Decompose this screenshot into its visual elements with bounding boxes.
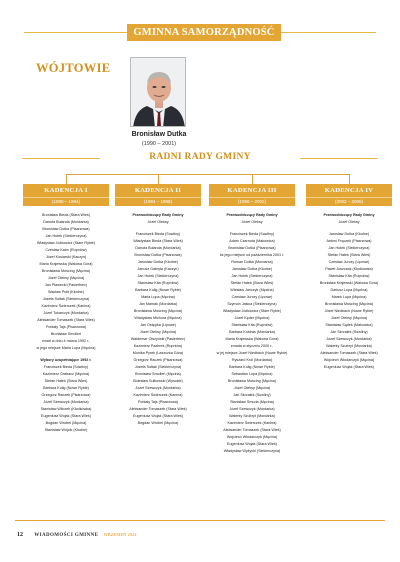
term-years: (2002 – 2006) (306, 197, 392, 206)
member-entry: w jego miejsce Maria Lupa (Męcina) (36, 346, 96, 350)
member-entry: Józef Kęder (Męcina) (234, 316, 270, 320)
member-entry: Walenty Szubryt (Mordarka) (229, 414, 275, 418)
member-entry: Jan Hutek (Siekierczyna) (328, 246, 370, 250)
member-entry: Eugeniusz Wojak (Stara Wieś) (324, 365, 374, 369)
member-entry: Szymon Jasica (Siekierczyna) (227, 302, 277, 306)
member-entry: Marek Lupa (Męcina) (331, 295, 367, 299)
member-entry: Bronisław Dutka (Pisarzowa) (42, 227, 90, 231)
member-entry: Pobiały Tajs (Pisarzowa) (137, 400, 179, 404)
member-entry: Władysław Michura (Męcina) (134, 316, 182, 320)
member-entry: Aleksander Tomaszek (Stara Wieś) (320, 351, 378, 355)
magazine-name: WIADOMOŚCI GMINNE (34, 533, 99, 538)
mayor-name: Bronisław Dutka (131, 131, 187, 138)
term-column-4 (306, 184, 392, 371)
member-entry: Stanisław Wilczek (Kłodkówka) (40, 407, 92, 411)
member-entry: w jej miejsce Józef Niedbach (Nowe Rybie) (216, 351, 288, 355)
member-entry: Jan Mamak (Mordarka) (138, 302, 178, 306)
member-entry: Bronisław Dutka (Pisarzowa) (134, 253, 182, 257)
member-entry: Aleksander Tomaszek (Stara Wieś) (129, 407, 187, 411)
term-title: KADENCJA III (209, 184, 295, 197)
member-entry: Sebastian Lupa (Męcina) (231, 372, 273, 376)
member-entry: Kazimierz Świerczek (Kanina) (133, 393, 183, 397)
member-entry: Władysław Wyżycki (Siekierczyna) (223, 449, 281, 453)
term-column-3 (209, 184, 295, 455)
member-entry: Walenty Szubryt (Mordarka) (326, 344, 372, 348)
member-entry: Maria Krajewska (Walowa Góra) (225, 337, 279, 341)
term-years: (1990 – 1994) (23, 197, 109, 206)
group-label: Przewodniczący Rady Gminy (323, 213, 375, 217)
term-column-2 (115, 184, 201, 427)
member-entry: Bolesław Sułkowski (Wysokie) (133, 379, 183, 383)
member-entry: zmarł w dniu 4 marca 1992 r., (41, 339, 91, 343)
member-entry: Józefa Sołtak (Siekierczyna) (134, 365, 182, 369)
issue-date: WRZESIEŃ 2022 (103, 532, 137, 537)
member-entry: Antoni Frączek (Pisarzowa) (326, 239, 372, 243)
member-list (23, 212, 109, 434)
member-entry: Barbara Kulig (Nowe Rybie) (43, 386, 89, 390)
member-entry: Kazimierz Świerczek (Kanina) (41, 304, 91, 308)
member-entry: Monika Pyrek (Laszczka Góra) (132, 351, 184, 355)
member-entry: Józef Szewczyk (Mordarka) (135, 386, 181, 390)
member-entry: Władysław Bieda (Stara Wieś) (133, 239, 183, 243)
member-entry: Stanisław Kita (Rupniów) (231, 323, 273, 327)
member-entry: Stanisław Smuda (Męcina) (230, 400, 274, 404)
member-entry: Barbara Kulig (Nowe Rybie) (229, 365, 275, 369)
member-entry: Dariusz Lupa (Męcina) (330, 288, 368, 292)
member-list (306, 212, 392, 371)
member-entry: Jan Hutek (Siekierczyna) (231, 274, 273, 278)
council-rule-left (22, 158, 100, 159)
member-entry: Aleksander Tomaszek (Stara Wieś) (37, 318, 95, 322)
tree-connector (66, 174, 350, 175)
member-entry: Kazimierz Grabacz (Męcina) (42, 372, 90, 376)
term-years: (1994 – 1998) (115, 197, 201, 206)
member-list (115, 212, 201, 427)
member-entry: Jarosław Dutka (Kłodne) (137, 260, 179, 264)
mayor-term-years: (1990 – 2001) (141, 141, 177, 147)
member-entry: Barbara Kulig (Nowe Rybie) (135, 288, 181, 292)
member-entry: Danuta Bułanda (Mordarka) (135, 246, 181, 250)
wojt-heading: WÓJTOWIE (36, 61, 111, 75)
member-entry: Jan Hutek (Siekierczyna) (137, 274, 179, 278)
member-entry: Bogdan Wróbel (Męcina) (45, 421, 87, 425)
member-entry: Eugeniusz Wojak (Stara Wieś) (227, 442, 277, 446)
member-entry: ks jego miejsce od października 2001 r. (219, 253, 285, 257)
member-entry: Aleksander Tomaszek (Stara Wieś) (223, 428, 281, 432)
member-entry: Maria Krajewska (Walowa Góra) (39, 262, 93, 266)
member-entry: Wacław Pulit (Kłodne) (48, 290, 84, 294)
member-entry: Wojciech Włodarczyk (Męcina) (226, 435, 278, 439)
member-entry: Bogdan Wróbel (Męcina) (137, 421, 179, 425)
member-entry: zmarła w styczniu 2000 r., (230, 344, 274, 348)
member-entry: Józef Szewczyk (Mordarka) (326, 337, 372, 341)
member-entry: Józef Oleksy (Męcina) (330, 316, 368, 320)
member-entry: Józef Oleksy (338, 220, 360, 224)
member-entry: Józefa Sołtak (Siekierczyna) (42, 297, 90, 301)
member-entry: Józef Szewczyk (Mordarka) (43, 400, 89, 404)
member-entry: Bronisław Dutka (Pisarzowa) (228, 246, 276, 250)
member-entry: Władysław Jóźkowicz (Stare Rybie) (222, 309, 282, 313)
term-title: KADENCJA II (115, 184, 201, 197)
member-entry: Kazimierz Świerczek (Kanina) (227, 421, 277, 425)
member-entry: Eugeniusz Wojak (Stara Wieś) (133, 414, 183, 418)
member-entry: Bronisław Krajewski (Walowa Góra) (319, 281, 379, 285)
member-entry: Jan Pławecki (Pasierbiec) (44, 283, 88, 287)
member-entry: Eugeniusz Wojak (Stara Wieś) (41, 414, 91, 418)
member-entry: Władysław Jóźkowicz (Stare Rybie) (36, 241, 96, 245)
page-number: 12 (17, 532, 23, 538)
member-entry: Stanisław Wójcik (Kłodne) (44, 428, 88, 432)
member-entry: Waldemar Olszyński (Pasierbiec) (130, 337, 186, 341)
member-entry: Józef Oleksy (Męcina) (139, 330, 177, 334)
header-rule-right (281, 32, 376, 33)
member-entry: Jan Hutek (Siekierczyna) (45, 234, 87, 238)
header-rule-left (24, 32, 127, 33)
group-label: Przewodniczący Rady Gminy (132, 213, 184, 217)
member-entry: Czesław Jurczy (Lipowe) (231, 295, 273, 299)
member-entry: Bronisława Mościng (Męcina) (41, 269, 91, 273)
member-entry: Jan Ostępka (Lipowe) (140, 323, 176, 327)
group-label: Wybory uzupełniające 1992 r. (40, 358, 92, 362)
member-entry: Józef Niedbach (Nowe Rybie) (324, 309, 374, 313)
member-entry: Franciszek Bieda (Sowliny) (43, 365, 89, 369)
member-entry: Grzegorz Raczek (Pisarzowa) (41, 393, 91, 397)
member-entry: Grzegorz Raczek (Pisarzowa) (133, 358, 183, 362)
member-entry: Józef Oleksy (Męcina) (47, 276, 85, 280)
member-entry: Danuta Bułanda (Mordarka) (43, 220, 89, 224)
member-entry: Paweł Juszczak (Kłodkówka) (325, 267, 373, 271)
group-label: Przewodniczący Rady Gminy (226, 213, 278, 217)
member-entry: Wiesław Janczyk (Męcina) (230, 288, 274, 292)
member-entry: Wojciech Włodarczyk (Męcina) (323, 358, 375, 362)
term-title: KADENCJA I (23, 184, 109, 197)
member-entry: Stefan Hałek (Stara Wieś) (44, 379, 88, 383)
member-entry: Stanisław Sądek (Makowica) (325, 323, 373, 327)
member-list (209, 212, 295, 455)
member-entry: Pobiały Tajs (Pisarzowa) (45, 325, 87, 329)
page-footer (17, 532, 137, 538)
member-entry: Bronisława Mościng (Męcina) (324, 302, 374, 306)
member-entry: Bronisława Mościng (Męcina) (133, 309, 183, 313)
member-entry: Jarosław Dutka (Kłodne) (231, 267, 273, 271)
member-entry: Stefan Hałek (Stara Wieś) (230, 281, 274, 285)
member-entry: Stefan Hałek (Stara Wieś) (327, 253, 371, 257)
member-entry: Stanisław Kita (Rupniów) (137, 281, 179, 285)
member-entry: Franciszek Bieda (Sowliny) (229, 232, 275, 236)
term-column-1 (23, 184, 109, 434)
member-entry: Bronisława Mościng (Męcina) (227, 379, 277, 383)
footer-rule (15, 520, 385, 521)
member-entry: Barbara Kołdras (Mordarka) (229, 330, 275, 334)
member-entry: Jan Skrzałek (Sowliny) (233, 393, 271, 397)
member-entry: Czesław Jurczy (Lipowe) (328, 260, 370, 264)
mayor-portrait (130, 57, 186, 127)
member-entry: Maria Lupa (Męcina) (141, 295, 175, 299)
member-entry: Józef Oleksy (147, 220, 169, 224)
member-entry: Czesław Kaim (Rupniów) (45, 248, 87, 252)
member-entry: Józef Oleksy (Męcina) (233, 386, 271, 390)
member-entry: Bronisław Bieda (Stara Wieś) (42, 213, 90, 217)
member-entry: Kazimierz Pazbrek (Rupniów) (133, 344, 183, 348)
member-entry: Jarosław Dutka (Kłodne) (328, 232, 370, 236)
member-entry: Ryszard Król (Mordarka) (231, 358, 273, 362)
term-title: KADENCJA IV (306, 184, 392, 197)
member-entry: Stanisław Kita (Rupniów) (328, 274, 370, 278)
term-years: (1998 – 2002) (209, 197, 295, 206)
member-entry: Franciszek Bieda (Sowliny) (135, 232, 181, 236)
member-entry: Józef Szewczyk (Mordarka) (229, 407, 275, 411)
member-entry: Józef Kosiarski (Kaczyn) (45, 255, 87, 259)
council-heading: RADNI RADY GMINY (149, 152, 251, 162)
council-rule-right (300, 158, 378, 159)
member-entry: Józef Tokarczyk (Mordarka) (43, 311, 89, 315)
member-entry: Bronisław Smolleń (Męcina) (135, 372, 181, 376)
member-entry: Janusz Gabryła (Kaczyn) (137, 267, 179, 271)
member-entry: Bronisław Smolleń (50, 332, 82, 336)
section-banner: GMINNA SAMORZĄDNOŚĆ (127, 24, 281, 41)
member-entry: Roman Dutka (Mordarka) (231, 260, 273, 264)
member-entry: Józef Oleksy (241, 220, 263, 224)
member-entry: Jan Skrzałek (Sowliny) (330, 330, 368, 334)
member-entry: Adam Czarnota (Makowica) (229, 239, 275, 243)
